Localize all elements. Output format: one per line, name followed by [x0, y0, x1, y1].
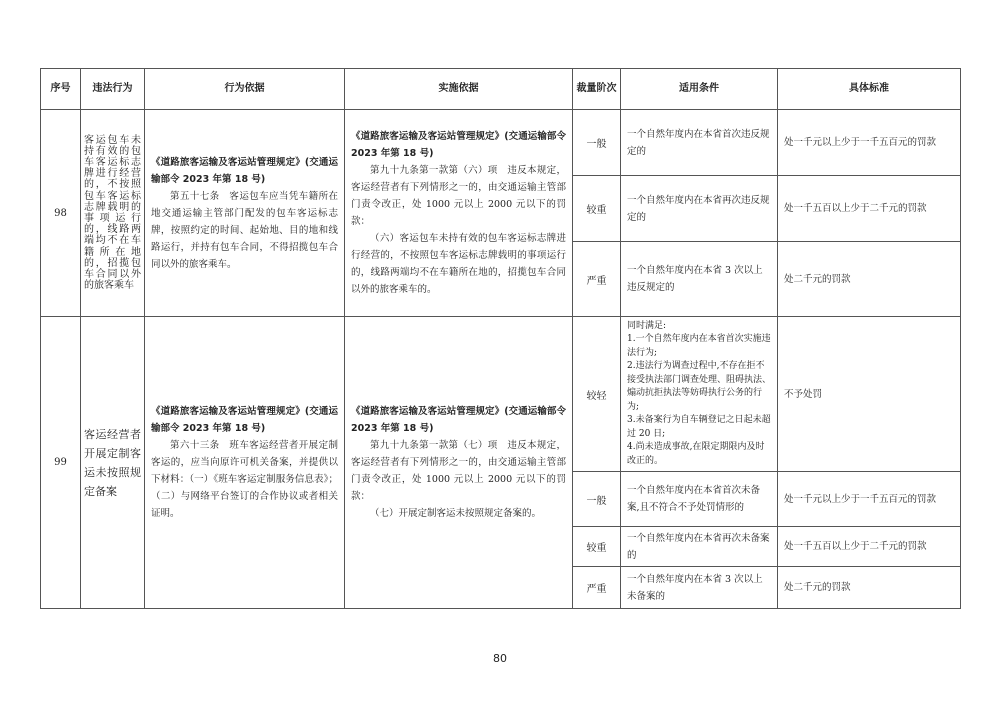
impl-article-text: 第九十九条第一款第（六）项 违反本规定，客运经营者有下列情形之一的，由交通运输主管部门责令改正，处 1000 元以上 2000 元以下的罚款： [351, 165, 566, 227]
level-cell: 一般 [573, 110, 621, 176]
condition-line: 1.一个自然年度内在本省首次实施违法行为; [627, 334, 771, 358]
condition-cell [621, 317, 778, 472]
condition-cell: 一个自然年度内在本省 3 次以上违反规定的 [621, 242, 778, 317]
standard-cell: 不予处罚 [778, 317, 961, 472]
standard-cell: 处一千元以上少于一千五百元的罚款 [778, 110, 961, 176]
condition-line: 4.尚未造成事故,在限定期限内及时改正的。 [627, 442, 765, 466]
row-number: 98 [41, 110, 81, 317]
condition-cell: 一个自然年度内在本省再次违反规定的 [621, 176, 778, 242]
impl-law-title: 《道路旅客运输及客运站管理规定》(交通运输部令 2023 年第 18 号) [351, 406, 566, 434]
table-row [41, 110, 961, 176]
header-impl: 实施依据 [345, 69, 573, 110]
condition-cell: 一个自然年度内在本省首次未备案,且不符合不予处罚情形的 [621, 472, 778, 527]
header-violation: 违法行为 [81, 69, 145, 110]
header-no: 序号 [41, 69, 81, 110]
level-cell: 严重 [573, 567, 621, 609]
standard-cell: 处一千五百以上少于二千元的罚款 [778, 527, 961, 567]
impl-article-text: 第九十九条第一款第（七）项 违反本规定，客运经营者有下列情形之一的，由交通运输主管部门责令改正，处 1000 元以上 2000 元以下的罚款： [351, 440, 566, 502]
row-number: 99 [41, 317, 81, 609]
basis-article-text: 第五十七条 客运包车应当凭车籍所在地交通运输主管部门配发的包车客运标志牌，按照约定的时间、起始地、目的地和线路运行，并持有包车合同，不得招揽包车合同以外的旅客乘车。 [151, 190, 338, 270]
impl-law-title: 《道路旅客运输及客运站管理规定》(交通运输部令 2023 年第 18 号) [351, 131, 566, 159]
level-cell: 一般 [573, 472, 621, 527]
violation-cell: 客运经营者开展定制客运未按照规定备案 [81, 317, 145, 609]
standard-cell: 处一千五百以上少于二千元的罚款 [778, 176, 961, 242]
level-cell: 较轻 [573, 317, 621, 472]
condition-line: 2.违法行为调查过程中,不存在拒不接受执法部门调查处理、阻碍执法、煽动抗拒执法等妨碍执行公务的行为; [627, 361, 772, 412]
basis-cell [145, 317, 345, 609]
condition-line: 同时满足: [627, 320, 667, 331]
condition-cell: 一个自然年度内在本省首次违反规定的 [621, 110, 778, 176]
condition-cell: 一个自然年度内在本省再次未备案的 [621, 527, 778, 567]
condition-cell: 一个自然年度内在本省 3 次以上未备案的 [621, 567, 778, 609]
basis-law-title: 《道路旅客运输及客运站管理规定》(交通运输部令 2023 年第 18 号) [151, 406, 338, 434]
basis-law-title: 《道路旅客运输及客运站管理规定》(交通运输部令 2023 年第 18 号) [151, 156, 338, 185]
level-cell: 较重 [573, 527, 621, 567]
impl-cell [345, 110, 573, 317]
standard-cell: 处二千元的罚款 [778, 242, 961, 317]
impl-item-text: （七）开展定制客运未按照规定备案的。 [370, 508, 542, 519]
violation-cell: 客运包车未持有效的包车客运标志牌进行经营的，不按照包车客运标志牌载明的事项运行的，线路两端均不在车籍所在地的，招揽包车合同以外的旅客乘车 [81, 110, 145, 317]
header-cond: 适用条件 [621, 69, 778, 110]
basis-article-text: 第六十三条 班车客运经营者开展定制客运的，应当向原许可机关备案，并提供以下材料：（一）《班车客运定制服务信息表》；（二）与网络平台签订的合作协议或者相关证明。 [151, 440, 338, 519]
header-basis: 行为依据 [145, 69, 345, 110]
standard-cell: 处二千元的罚款 [778, 567, 961, 609]
standard-cell: 处一千元以上少于一千五百元的罚款 [778, 472, 961, 527]
level-cell: 严重 [573, 242, 621, 317]
impl-cell [345, 317, 573, 609]
impl-item-text: （六）客运包车未持有效的包车客运标志牌进行经营的，不按照包车客运标志牌载明的事项运行的，线路两端均不在车籍所在地的，招揽包车合同以外的旅客乘车的。 [351, 233, 566, 295]
penalty-table [40, 68, 961, 609]
page-number: 80 [493, 652, 507, 665]
table-row [41, 317, 961, 472]
level-cell: 较重 [573, 176, 621, 242]
basis-cell [145, 110, 345, 317]
header-level: 裁量阶次 [573, 69, 621, 110]
condition-line: 3.未备案行为自车辆登记之日起未超过 20 日; [627, 415, 771, 439]
header-std: 具体标准 [778, 69, 961, 110]
table-header-row [41, 69, 961, 110]
page-content [40, 68, 960, 609]
